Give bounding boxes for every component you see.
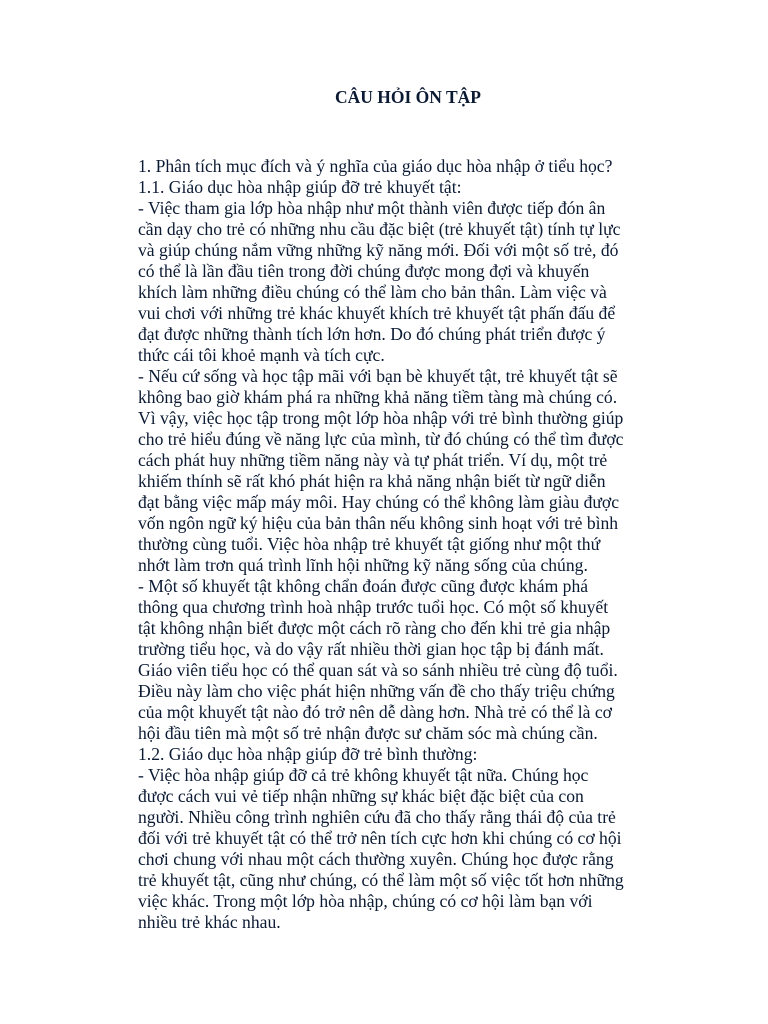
text-line: việc khác. Trong một lớp hòa nhập, chúng có cơ hội làm bạn với	[138, 891, 593, 911]
text-line: tật không nhận biết được một cách rõ ràng cho đến khi trẻ gia nhập	[138, 618, 611, 638]
text-line: nhiều trẻ khác nhau.	[138, 912, 281, 932]
text-line: trường tiểu học, và do vậy rất nhiều thời gian học tập bị đánh mất.	[138, 639, 604, 659]
text-line: Giáo viên tiểu học có thể quan sát và so sánh nhiều trẻ cùng độ tuổi.	[138, 660, 618, 680]
text-line: đạt bằng việc mấp máy môi. Hay chúng có thể không làm giàu được	[138, 492, 620, 512]
text-line: và giúp chúng nắm vững những kỹ năng mới. Đối với một số trẻ, đó	[138, 240, 619, 260]
text-line: đối với trẻ khuyết tật có thể trở nên tích cực hơn khi chúng có cơ hội	[138, 828, 622, 848]
text-line: - Việc tham gia lớp hòa nhập như một thành viên được tiếp đón ân	[138, 198, 606, 218]
text-line: hội đầu tiên mà một số trẻ nhận được sư chăm sóc mà chúng cần.	[138, 723, 598, 743]
text-line: cần dạy cho trẻ có những nhu cầu đặc biệt (trẻ khuyết tật) tính tự lực	[138, 219, 621, 239]
text-line: được cách vui vẻ tiếp nhận những sự khác biệt đặc biệt của con	[138, 786, 584, 806]
text-line: khiếm thính sẽ rất khó phát hiện ra khả năng nhận biết từ ngữ diễn	[138, 471, 606, 491]
text-line: - Nếu cứ sống và học tập mãi với bạn bè khuyết tật, trẻ khuyết tật sẽ	[138, 366, 618, 386]
text-line: thông qua chương trình hoà nhập trước tuổi học. Có một số khuyết	[138, 597, 609, 617]
text-line: đạt được những thành tích lớn hơn. Do đó chúng phát triển được ý	[138, 324, 606, 344]
text-line: cho trẻ hiểu đúng về năng lực của mình, từ đó chúng có thể tìm được	[138, 429, 624, 449]
text-line: thường cùng tuổi. Việc hòa nhập trẻ khuyết tật giống như một thứ	[138, 534, 601, 554]
text-line: của một khuyết tật nào đó trở nên dễ dàng hơn. Nhà trẻ có thể là cơ	[138, 702, 612, 722]
text-line: có thể là lần đầu tiên trong đời chúng được mong đợi và khuyến	[138, 261, 590, 281]
text-line: khích làm những điều chúng có thể làm cho bản thân. Làm việc và	[138, 282, 607, 302]
text-line: vốn ngôn ngữ ký hiệu của bản thân nếu không sinh hoạt với trẻ bình	[138, 513, 619, 533]
text-line: người. Nhiều công trình nghiên cứu đã cho thấy rằng thái độ của trẻ	[138, 807, 616, 827]
text-line: nhớt làm trơn quá trình lĩnh hội những kỹ năng sống của chúng.	[138, 555, 588, 575]
text-line: - Một số khuyết tật không chẩn đoán được cũng được khám phá	[138, 576, 589, 596]
text-line: 1.2. Giáo dục hòa nhập giúp đỡ trẻ bình thường:	[138, 744, 478, 764]
text-line: 1.1. Giáo dục hòa nhập giúp đỡ trẻ khuyết tật:	[138, 177, 462, 197]
text-line: Điều này làm cho việc phát hiện những vấn đề cho thấy triệu chứng	[138, 681, 615, 701]
document-body	[138, 156, 690, 933]
text-line: cách phát huy những tiềm năng này và tự phát triển. Ví dụ, một trẻ	[138, 450, 608, 470]
text-line: trẻ khuyết tật, cũng như chúng, có thể làm một số việc tốt hơn những	[138, 870, 624, 890]
text-line: 1. Phân tích mục đích và ý nghĩa của giáo dục hòa nhập ở tiểu học?	[138, 156, 613, 176]
document-title: CÂU HỎI ÔN TẬP	[334, 87, 481, 107]
text-line: chơi chung với nhau một cách thường xuyên. Chúng học được rằng	[138, 849, 614, 869]
text-line: thức cái tôi khoẻ mạnh và tích cực.	[138, 345, 385, 365]
text-line: vui chơi với những trẻ khác khuyết khích trẻ khuyết tật phấn đấu để	[138, 303, 616, 323]
text-line: - Việc hòa nhập giúp đỡ cả trẻ không khuyết tật nữa. Chúng học	[138, 765, 589, 785]
text-line: không bao giờ khám phá ra những khả năng tiềm tàng mà chúng có.	[138, 387, 618, 407]
text-line: Vì vậy, việc học tập trong một lớp hòa nhập với trẻ bình thường giúp	[138, 408, 624, 428]
